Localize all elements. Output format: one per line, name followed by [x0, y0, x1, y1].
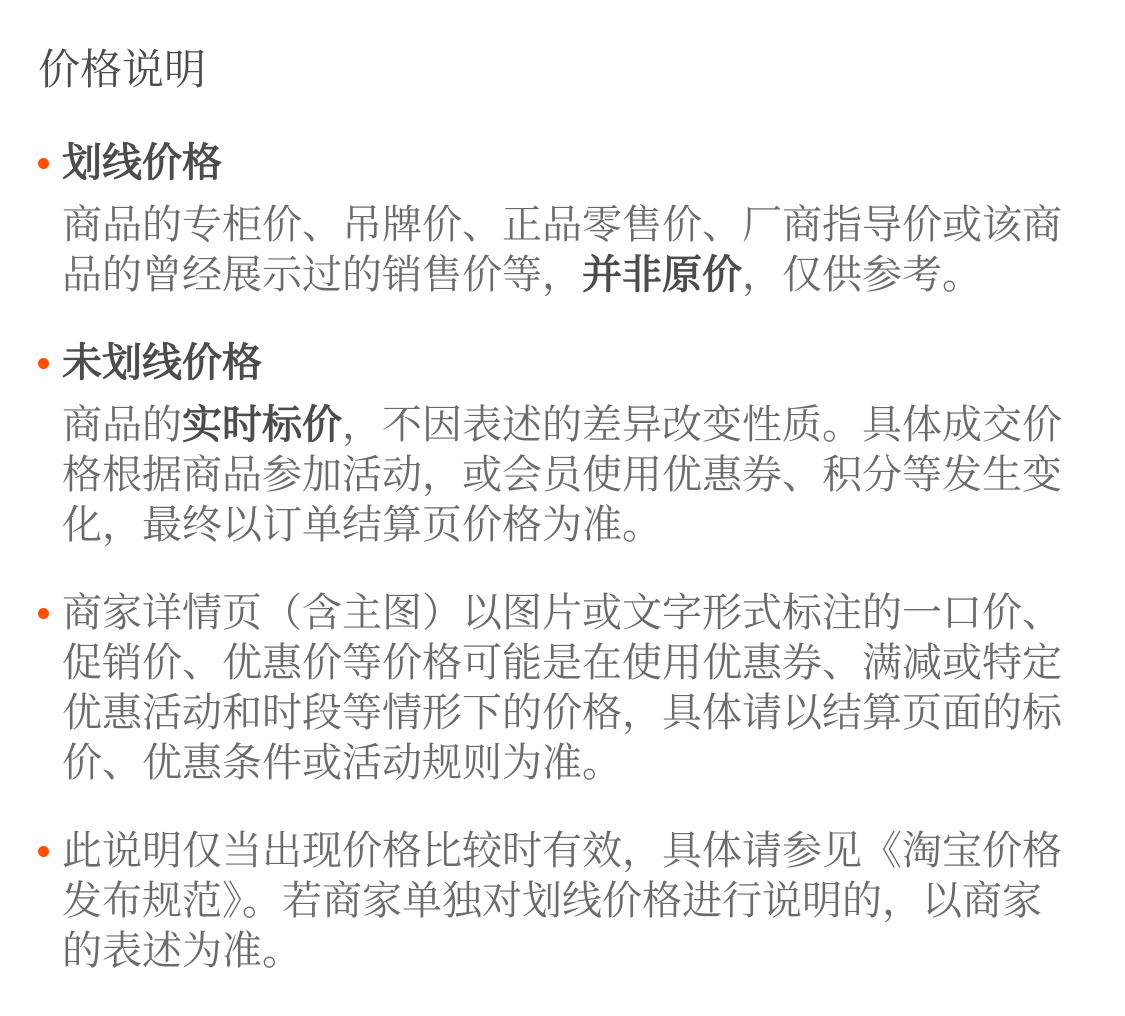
bold-text-run: 实时标价 [182, 403, 342, 447]
bullet-dot-icon [38, 846, 49, 857]
note-heading: 未划线价格 [62, 341, 262, 385]
list-item [38, 338, 1070, 550]
note-paragraph [62, 588, 1070, 788]
note-content [62, 338, 1070, 550]
text-run: 商家详情页（含主图）以图片或文字形式标注的一口价、促销价、优惠价等价格可能是在使用优惠券、满减或特定优惠活动和时段等情形下的价格，具体请以结算页面的标价、优惠条件或活动规则为准。 [62, 591, 1062, 785]
text-run: 此说明仅当出现价格比较时有效，具体请参见《淘宝价格发布规范》。若商家单独对划线价格进行说明的，以商家的表述为准。 [62, 829, 1062, 973]
text-run: 商品的 [62, 403, 182, 447]
bullet-dot-icon [38, 608, 49, 619]
list-item [38, 826, 1070, 976]
note-paragraph [62, 200, 1070, 300]
bullet-dot-icon [38, 358, 49, 369]
list-item [38, 588, 1070, 788]
text-run: ，仅供参考。 [742, 253, 982, 297]
note-paragraph [62, 400, 1070, 550]
note-heading: 划线价格 [62, 141, 222, 185]
note-paragraph [62, 826, 1070, 976]
note-content [62, 138, 1070, 300]
page-title: 价格说明 [38, 46, 207, 93]
note-content [62, 588, 1070, 788]
bullet-dot-icon [38, 158, 49, 169]
bold-text-run: 并非原价 [582, 253, 742, 297]
text-run: ，不因表述的差异改变性质。具体成交价格根据商品参加活动，或会员使用优惠券、积分等发生变化，最终以订单结算页价格为准。 [62, 403, 1062, 547]
list-item [38, 138, 1070, 300]
price-notes-list [38, 138, 1070, 976]
note-content [62, 826, 1070, 976]
text-run: 商品的专柜价、吊牌价、正品零售价、厂商指导价或该商品的曾经展示过的销售价等， [62, 203, 1062, 297]
